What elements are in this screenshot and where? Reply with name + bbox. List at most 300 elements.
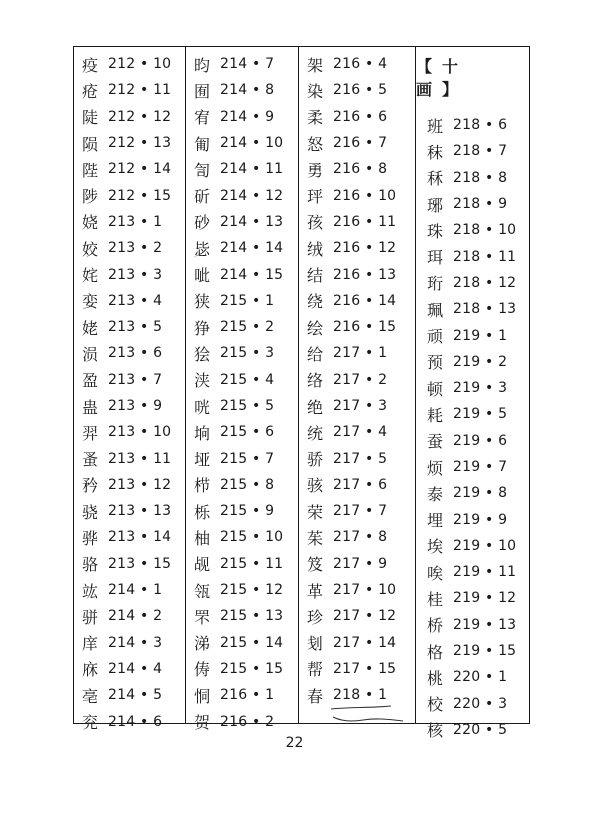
- index-entry: [74, 393, 185, 419]
- entry-page-reference: 217 • 14: [333, 634, 397, 651]
- entry-character: 亳: [82, 686, 99, 706]
- index-entry: [416, 454, 529, 480]
- entry-character: 珮: [427, 300, 444, 320]
- index-entry: [186, 77, 298, 103]
- entry-character: 格: [427, 642, 444, 662]
- index-entry: [299, 130, 415, 156]
- index-entry: [416, 401, 529, 427]
- entry-page-reference: 217 • 7: [333, 503, 388, 520]
- entry-page-reference: 213 • 3: [108, 266, 163, 283]
- entry-character: 孩: [307, 213, 324, 233]
- entry-character: 栉: [194, 476, 211, 496]
- entry-page-reference: 215 • 13: [220, 608, 284, 625]
- entry-character: 骈: [82, 607, 99, 627]
- entry-page-reference: 215 • 9: [220, 503, 275, 520]
- index-entry: [186, 104, 298, 130]
- entry-character: 陛: [82, 160, 99, 180]
- entry-character: 狯: [194, 344, 211, 364]
- index-entry: [416, 638, 529, 664]
- character-index-table: [73, 46, 530, 741]
- index-entry: [299, 551, 415, 577]
- index-entry: [416, 506, 529, 532]
- index-entry: [74, 630, 185, 656]
- entry-page-reference: 215 • 3: [220, 345, 275, 362]
- index-entry: [74, 656, 185, 682]
- entry-character: 瓴: [194, 581, 211, 601]
- entry-character: 垭: [194, 450, 211, 470]
- index-entry: [186, 156, 298, 182]
- entry-character: 俦: [194, 660, 211, 680]
- entry-character: 结: [307, 266, 324, 286]
- entry-page-reference: 218 • 11: [453, 248, 517, 265]
- entry-character: 蚤: [82, 450, 99, 470]
- entry-character: 核: [427, 721, 444, 741]
- entry-character: 栎: [194, 502, 211, 522]
- stroke-count-heading: 【十 画】: [416, 57, 469, 99]
- entry-page-reference: 213 • 14: [108, 529, 172, 546]
- entry-character: 给: [307, 344, 324, 364]
- entry-character: 狰: [194, 318, 211, 338]
- entry-page-reference: 213 • 11: [108, 450, 172, 467]
- entry-page-reference: 216 • 10: [333, 187, 397, 204]
- index-entry: [186, 577, 298, 603]
- entry-page-reference: 214 • 6: [108, 713, 163, 730]
- index-entry: [416, 270, 529, 296]
- entry-page-reference: 219 • 7: [453, 459, 508, 475]
- entry-page-reference: 216 • 1: [220, 687, 275, 704]
- handwritten-underline-mark: [329, 703, 409, 725]
- index-entry: [416, 296, 529, 322]
- entry-page-reference: 213 • 15: [108, 555, 172, 572]
- entry-page-reference: 214 • 11: [220, 161, 284, 178]
- entry-character: 珠: [427, 221, 444, 241]
- index-entry: [74, 340, 185, 366]
- entry-page-reference: 219 • 10: [453, 537, 517, 554]
- entry-character: 恫: [194, 686, 211, 706]
- entry-character: 骇: [307, 476, 324, 496]
- entry-character: 訇: [194, 160, 211, 180]
- index-entry: [74, 445, 185, 471]
- index-entry: [186, 419, 298, 445]
- index-entry: [186, 472, 298, 498]
- entry-page-reference: 213 • 4: [108, 292, 163, 309]
- entry-character: 秣: [427, 142, 444, 162]
- index-entry: [299, 314, 415, 340]
- index-entry: [416, 165, 529, 191]
- entry-page-reference: 217 • 15: [333, 660, 397, 677]
- entry-character: 斫: [194, 187, 211, 207]
- entry-character: 埃: [427, 537, 444, 557]
- entry-character: 珩: [427, 274, 444, 294]
- index-entry: [186, 340, 298, 366]
- index-entry: [74, 367, 185, 393]
- index-entry: [299, 498, 415, 524]
- entry-page-reference: 219 • 11: [453, 564, 517, 581]
- entry-character: 羿: [82, 423, 99, 443]
- entry-page-reference: 214 • 2: [108, 608, 163, 625]
- entry-character: 埋: [427, 511, 444, 531]
- entry-page-reference: 214 • 1: [108, 582, 163, 599]
- entry-page-reference: 217 • 2: [333, 371, 388, 388]
- entry-page-reference: 219 • 8: [453, 485, 508, 502]
- entry-page-reference: 215 • 14: [220, 634, 284, 651]
- entry-character: 桂: [427, 589, 444, 609]
- index-entry: [186, 498, 298, 524]
- index-entry: [299, 630, 415, 656]
- index-entry: [74, 314, 185, 340]
- entry-character: 昀: [194, 55, 211, 75]
- entry-page-reference: 219 • 9: [453, 511, 508, 528]
- entry-character: 蛊: [82, 397, 99, 417]
- entry-page-reference: 216 • 15: [333, 319, 397, 336]
- index-entry: [186, 182, 298, 208]
- entry-character: 绕: [307, 292, 324, 312]
- index-entry: [299, 603, 415, 629]
- index-entry: [74, 472, 185, 498]
- entry-character: 陡: [82, 108, 99, 128]
- entry-page-reference: 217 • 12: [333, 608, 397, 625]
- entry-page-reference: 215 • 1: [220, 292, 275, 309]
- entry-character: 宥: [194, 108, 211, 128]
- index-entry: [186, 445, 298, 471]
- index-entry: [186, 393, 298, 419]
- entry-page-reference: 214 • 10: [220, 135, 284, 152]
- index-entry: [186, 235, 298, 261]
- entry-character: 染: [307, 81, 324, 101]
- entry-character: 刬: [307, 634, 324, 654]
- entry-page-reference: 212 • 11: [108, 82, 172, 99]
- entry-character: 荣: [307, 502, 324, 522]
- index-entry: [74, 182, 185, 208]
- entry-character: 涢: [82, 344, 99, 364]
- entry-page-reference: 217 • 4: [333, 424, 388, 441]
- entry-page-reference: 217 • 10: [333, 582, 397, 599]
- entry-page-reference: 217 • 5: [333, 450, 388, 467]
- entry-character: 咣: [194, 397, 211, 417]
- entry-page-reference: 219 • 2: [453, 353, 508, 370]
- index-entry: [416, 559, 529, 585]
- index-entry: [74, 261, 185, 287]
- index-entry: [299, 656, 415, 682]
- index-entry: [186, 630, 298, 656]
- index-entry: [416, 585, 529, 611]
- entry-page-reference: 215 • 11: [220, 555, 284, 572]
- entry-page-reference: 215 • 12: [220, 582, 284, 599]
- entry-page-reference: 214 • 8: [220, 82, 275, 99]
- entry-page-reference: 214 • 12: [220, 187, 284, 204]
- entry-page-reference: 218 • 10: [453, 222, 517, 239]
- entry-page-reference: 213 • 9: [108, 398, 163, 414]
- entry-page-reference: 212 • 15: [108, 187, 172, 204]
- index-entry: [416, 612, 529, 638]
- entry-character: 涕: [194, 634, 211, 654]
- index-entry: [299, 182, 415, 208]
- entry-character: 骄: [307, 450, 324, 470]
- entry-page-reference: 219 • 1: [453, 327, 508, 344]
- entry-page-reference: 216 • 5: [333, 82, 388, 99]
- entry-page-reference: 217 • 8: [333, 529, 388, 546]
- entry-character: 绝: [307, 397, 324, 417]
- entry-character: 骁: [82, 502, 99, 522]
- entry-character: 匍: [194, 134, 211, 154]
- index-entry: [186, 682, 298, 708]
- index-entry: [74, 104, 185, 130]
- index-entry: [416, 138, 529, 164]
- entry-page-reference: 214 • 14: [220, 240, 284, 257]
- index-entry: [299, 340, 415, 366]
- entry-character: 柔: [307, 108, 324, 128]
- entry-character: 珍: [307, 607, 324, 627]
- entry-character: 珥: [427, 248, 444, 268]
- entry-page-reference: 214 • 3: [108, 634, 163, 651]
- entry-page-reference: 213 • 6: [108, 345, 163, 362]
- index-entry: [186, 656, 298, 682]
- entry-page-reference: 212 • 14: [108, 161, 172, 178]
- entry-character: 琊: [427, 195, 444, 215]
- index-entry: [299, 104, 415, 130]
- entry-page-reference: 213 • 1: [108, 213, 163, 230]
- entry-page-reference: 218 • 8: [453, 169, 508, 186]
- entry-character: 狭: [194, 292, 211, 312]
- entry-page-reference: 219 • 3: [453, 380, 508, 397]
- entry-character: 矜: [82, 476, 99, 496]
- index-entry: [299, 51, 415, 77]
- entry-page-reference: 214 • 15: [220, 266, 284, 283]
- entry-page-reference: 216 • 14: [333, 292, 397, 309]
- index-entry: [74, 577, 185, 603]
- entry-character: 帮: [307, 660, 324, 680]
- entry-page-reference: 218 • 6: [453, 117, 508, 134]
- entry-page-reference: 219 • 13: [453, 616, 517, 633]
- index-entry: [416, 428, 529, 454]
- entry-page-reference: 213 • 13: [108, 503, 172, 520]
- entry-page-reference: 219 • 5: [453, 406, 508, 423]
- entry-page-reference: 214 • 5: [108, 687, 163, 704]
- entry-character: 泰: [427, 484, 444, 504]
- index-entry: [186, 314, 298, 340]
- index-entry: [74, 551, 185, 577]
- entry-page-reference: 216 • 6: [333, 108, 388, 125]
- entry-character: 校: [427, 695, 444, 715]
- entry-page-reference: 215 • 7: [220, 450, 275, 467]
- entry-page-reference: 216 • 8: [333, 161, 388, 178]
- entry-character: 绒: [307, 239, 324, 259]
- entry-character: 觇: [194, 555, 211, 575]
- entry-page-reference: 217 • 1: [333, 345, 388, 362]
- index-entry: [416, 191, 529, 217]
- index-entry: [74, 77, 185, 103]
- index-entry: [186, 708, 298, 734]
- entry-character: 柚: [194, 528, 211, 548]
- entry-page-reference: 212 • 12: [108, 108, 172, 125]
- index-entry: [416, 322, 529, 348]
- entry-character: 烦: [427, 458, 444, 478]
- entry-character: 革: [307, 581, 324, 601]
- index-column-1: [74, 47, 185, 733]
- index-entry: [74, 419, 185, 445]
- index-entry: [299, 235, 415, 261]
- entry-character: 疫: [82, 55, 99, 75]
- index-entry: [299, 472, 415, 498]
- entry-character: 毖: [194, 239, 211, 259]
- entry-character: 疮: [82, 81, 99, 101]
- index-entry: [299, 393, 415, 419]
- index-entry: [416, 533, 529, 559]
- index-entry: [186, 367, 298, 393]
- index-column-3: [298, 47, 415, 723]
- entry-character: 盈: [82, 371, 99, 391]
- index-entry: [416, 664, 529, 690]
- entry-character: 统: [307, 423, 324, 443]
- entry-page-reference: 220 • 5: [453, 721, 508, 738]
- index-entry: [74, 235, 185, 261]
- index-entry: [416, 349, 529, 375]
- entry-character: 桃: [427, 668, 444, 688]
- entry-character: 春: [307, 686, 324, 706]
- entry-character: 耗: [427, 405, 444, 425]
- index-column-2: [185, 47, 298, 733]
- page-number: 22: [285, 735, 304, 751]
- entry-page-reference: 218 • 9: [453, 196, 508, 213]
- entry-page-reference: 213 • 10: [108, 424, 172, 441]
- entry-character: 络: [307, 371, 324, 391]
- index-entry: [74, 498, 185, 524]
- entry-page-reference: 213 • 5: [108, 319, 163, 336]
- entry-character: 勇: [307, 160, 324, 180]
- entry-page-reference: 216 • 4: [333, 56, 388, 73]
- entry-page-reference: 213 • 7: [108, 371, 163, 388]
- entry-page-reference: 214 • 4: [108, 660, 163, 677]
- entry-page-reference: 219 • 12: [453, 590, 517, 607]
- entry-character: 呲: [194, 266, 211, 286]
- index-entry: [74, 209, 185, 235]
- entry-character: 兖: [82, 713, 99, 733]
- entry-character: 唉: [427, 563, 444, 583]
- index-column-4: [415, 47, 529, 741]
- entry-character: 蚕: [427, 432, 444, 452]
- index-entry: [416, 243, 529, 269]
- entry-page-reference: 218 • 12: [453, 274, 517, 291]
- entry-character: 绘: [307, 318, 324, 338]
- entry-page-reference: 216 • 13: [333, 266, 397, 283]
- index-entry: [299, 261, 415, 287]
- index-entry: [299, 288, 415, 314]
- entry-page-reference: 220 • 3: [453, 695, 508, 712]
- index-entry: [186, 288, 298, 314]
- entry-list: [416, 112, 529, 743]
- entry-character: 预: [427, 353, 444, 373]
- entry-page-reference: 216 • 2: [220, 713, 275, 730]
- index-entry: [416, 691, 529, 717]
- entry-character: 庥: [82, 660, 99, 680]
- index-entry: [74, 603, 185, 629]
- index-entry: [186, 551, 298, 577]
- entry-character: 桥: [427, 616, 444, 636]
- entry-character: 垧: [194, 423, 211, 443]
- entry-page-reference: 212 • 10: [108, 56, 172, 73]
- entry-character: 砂: [194, 213, 211, 233]
- entry-character: 笈: [307, 555, 324, 575]
- index-entry: [186, 261, 298, 287]
- entry-page-reference: 217 • 9: [333, 555, 388, 572]
- index-entry: [74, 156, 185, 182]
- index-entry: [74, 682, 185, 708]
- entry-character: 囿: [194, 81, 211, 101]
- index-entry: [186, 524, 298, 550]
- index-entry: [299, 77, 415, 103]
- entry-page-reference: 215 • 10: [220, 529, 284, 546]
- entry-character: 骅: [82, 528, 99, 548]
- entry-page-reference: 220 • 1: [453, 669, 508, 686]
- entry-character: 顿: [427, 379, 444, 399]
- entry-page-reference: 214 • 13: [220, 213, 284, 230]
- index-entry: [299, 367, 415, 393]
- index-entry: [186, 209, 298, 235]
- entry-character: 娆: [82, 213, 99, 233]
- index-entry: [299, 209, 415, 235]
- entry-character: 竑: [82, 581, 99, 601]
- entry-character: 茱: [307, 528, 324, 548]
- entry-character: 庠: [82, 634, 99, 654]
- entry-page-reference: 219 • 6: [453, 432, 508, 449]
- index-entry: [186, 603, 298, 629]
- entry-page-reference: 218 • 1: [333, 687, 388, 704]
- index-entry: [299, 445, 415, 471]
- entry-character: 姹: [82, 266, 99, 286]
- index-entry: [416, 375, 529, 401]
- entry-character: 骆: [82, 555, 99, 575]
- entry-page-reference: 216 • 7: [333, 135, 388, 152]
- entry-character: 浃: [194, 371, 211, 391]
- entry-page-reference: 214 • 9: [220, 108, 275, 125]
- index-entry: [416, 217, 529, 243]
- index-entry: [74, 130, 185, 156]
- entry-character: 班: [427, 116, 444, 136]
- entry-character: 姥: [82, 318, 99, 338]
- entry-page-reference: 213 • 12: [108, 476, 172, 493]
- entry-character: 陟: [82, 187, 99, 207]
- index-entry: [299, 524, 415, 550]
- entry-character: 娈: [82, 292, 99, 312]
- index-entry: [186, 130, 298, 156]
- entry-page-reference: 215 • 2: [220, 319, 275, 336]
- index-entry: [299, 156, 415, 182]
- entry-page-reference: 218 • 13: [453, 301, 517, 318]
- index-entry: [416, 480, 529, 506]
- index-entry: [186, 51, 298, 77]
- index-entry: [299, 419, 415, 445]
- entry-page-reference: 217 • 6: [333, 476, 388, 493]
- entry-character: 姣: [82, 239, 99, 259]
- entry-character: 罘: [194, 607, 211, 627]
- entry-character: 陨: [82, 134, 99, 154]
- entry-page-reference: 219 • 15: [453, 643, 517, 660]
- entry-page-reference: 214 • 7: [220, 56, 275, 73]
- index-entry: [74, 288, 185, 314]
- entry-page-reference: 216 • 11: [333, 213, 397, 230]
- entry-character: 玶: [307, 187, 324, 207]
- entry-page-reference: 215 • 4: [220, 371, 275, 388]
- index-entry: [416, 112, 529, 138]
- entry-page-reference: 213 • 2: [108, 240, 163, 257]
- entry-page-reference: 215 • 5: [220, 398, 275, 414]
- entry-character: 秝: [427, 169, 444, 189]
- entry-page-reference: 215 • 6: [220, 424, 275, 441]
- entry-character: 怒: [307, 134, 324, 154]
- entry-page-reference: 216 • 12: [333, 240, 397, 257]
- entry-page-reference: 212 • 13: [108, 135, 172, 152]
- index-entry: [74, 708, 185, 734]
